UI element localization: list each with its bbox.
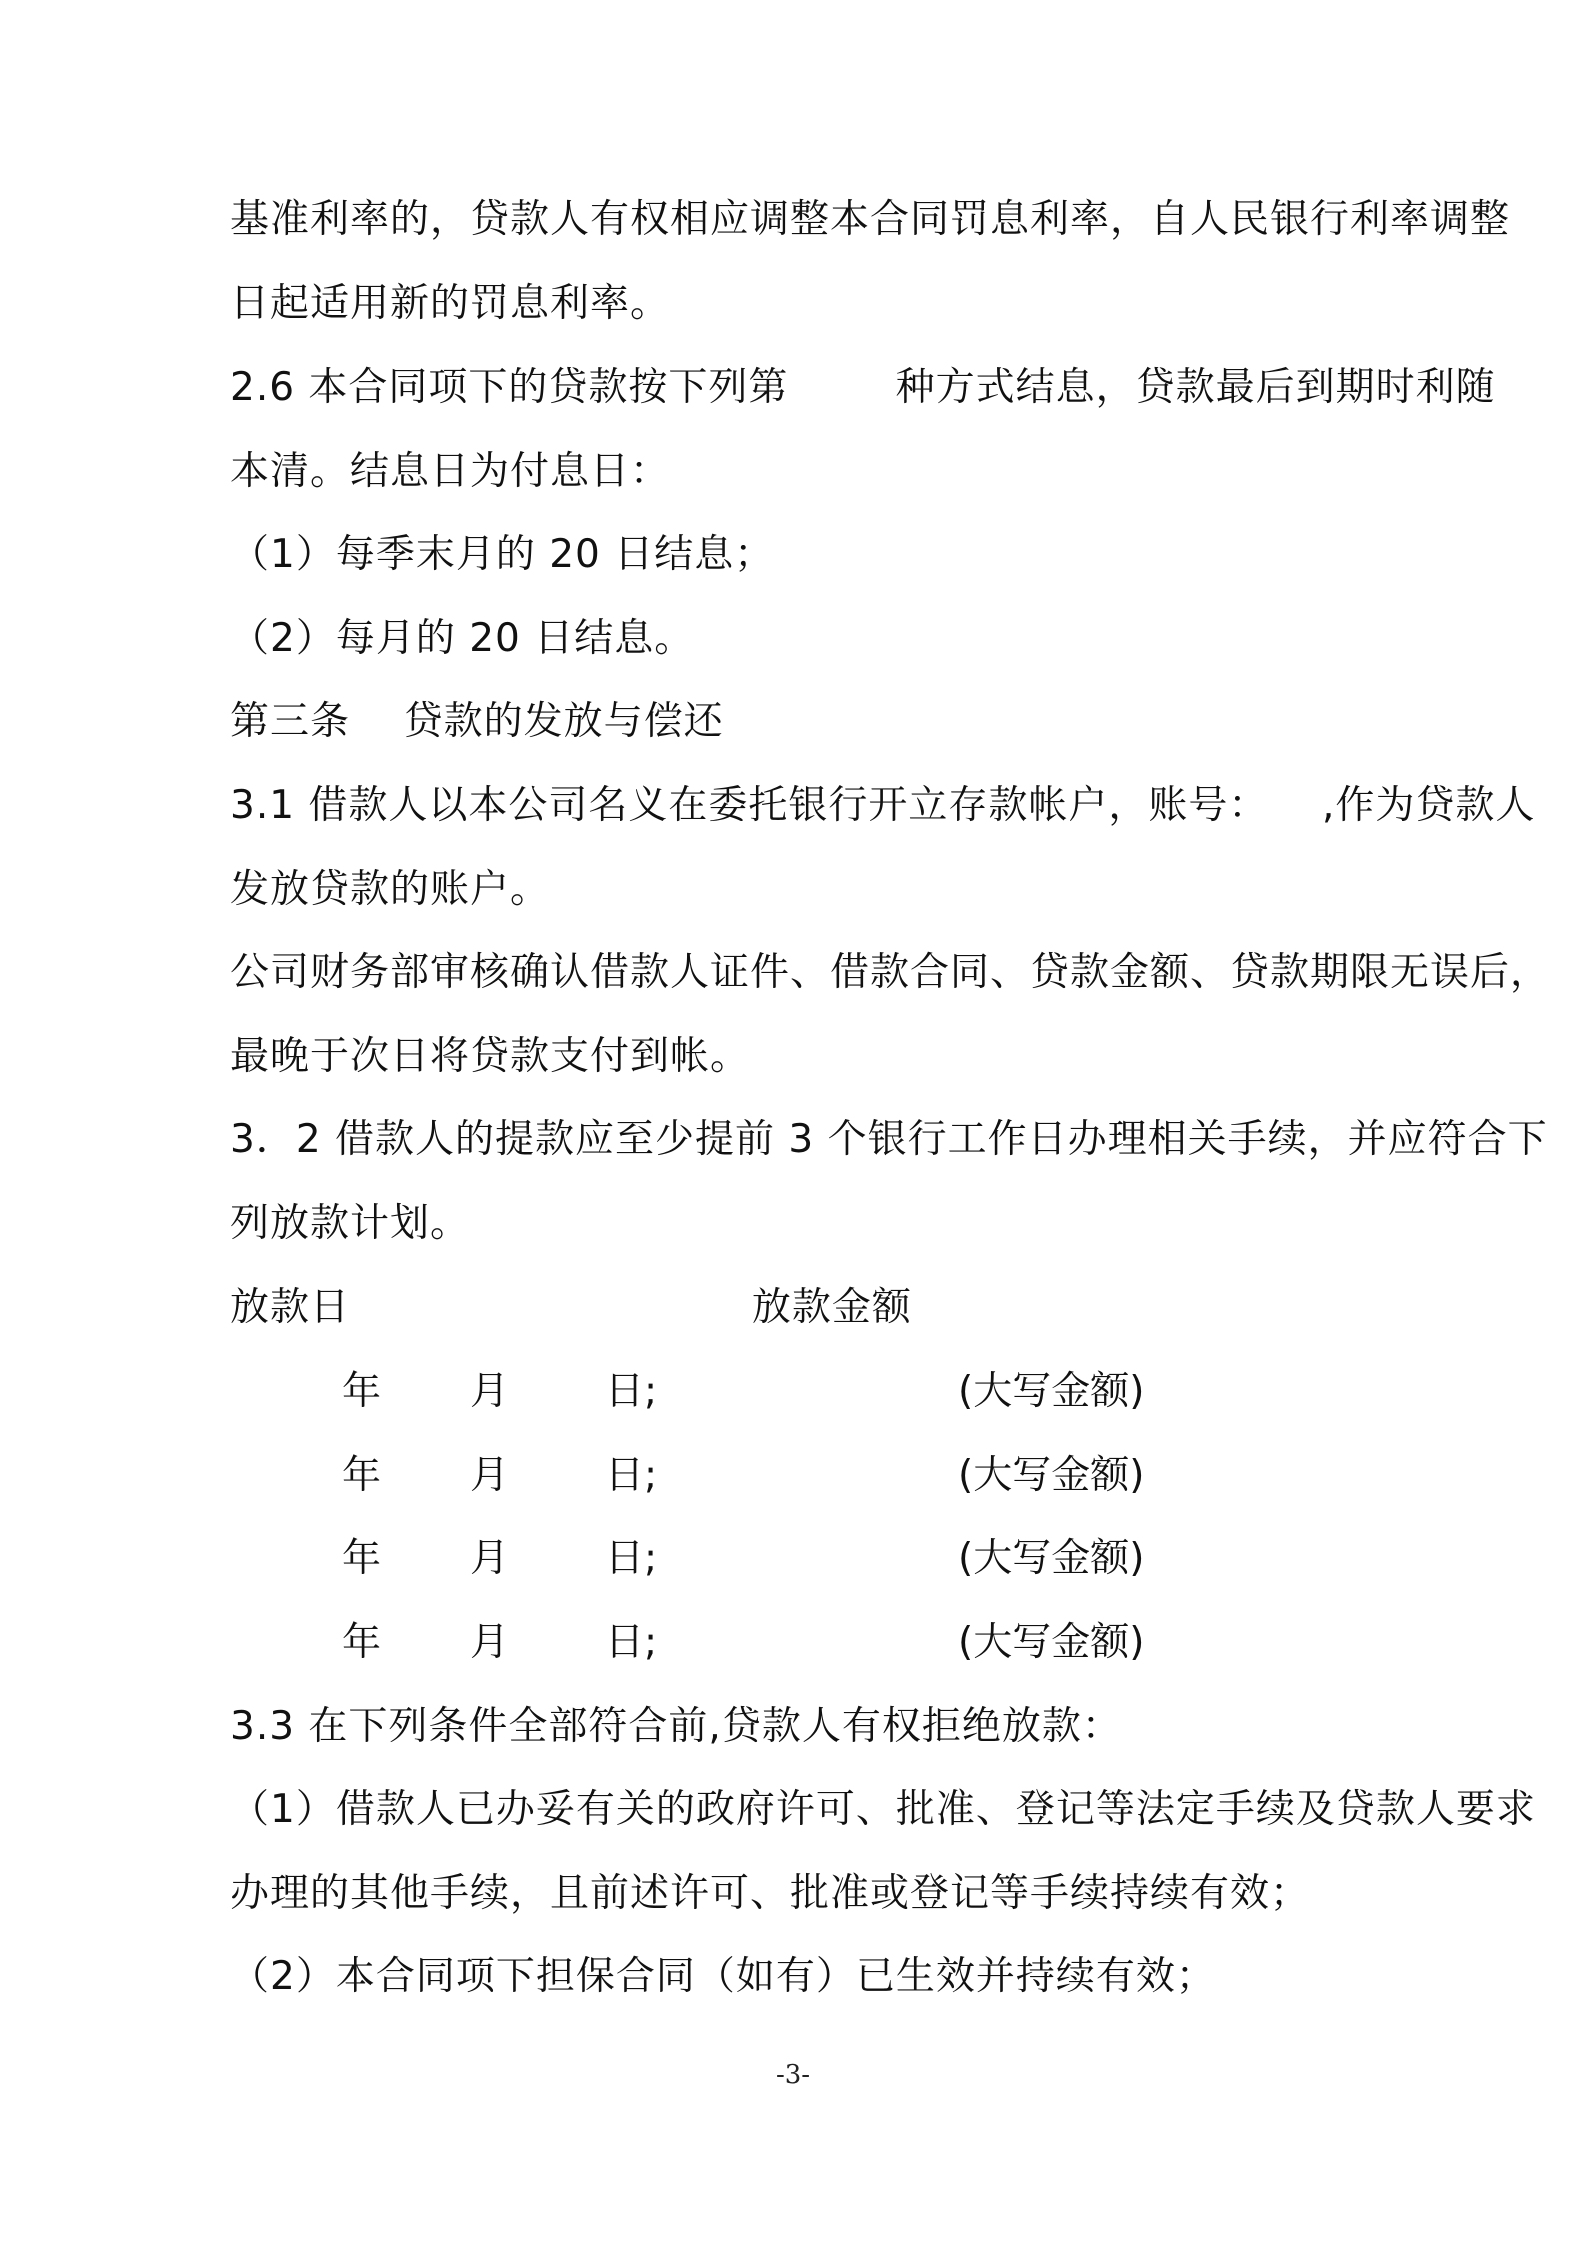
month-label: 月 [470, 1453, 510, 1498]
day-label: 日; [605, 1369, 658, 1414]
year-label: 年 [342, 1620, 382, 1665]
day-label: 日; [605, 1536, 658, 1581]
paragraph-line: 基准利率的，贷款人有权相应调整本合同罚息利率，自人民银行利率调整 [230, 197, 1511, 242]
amount-label: (大写金额) [958, 1369, 1145, 1414]
clause-3-3-line: 3.3 在下列条件全部符合前,贷款人有权拒绝放款： [230, 1704, 1122, 1749]
schedule-header: 放款日 放款金额 [230, 1285, 912, 1330]
day-label: 日; [605, 1620, 658, 1665]
clause-3-1-line: 3.1 借款人以本公司名义在委托银行开立存款帐户，账号： ,作为贷款人 [230, 783, 1536, 828]
amount-label: (大写金额) [958, 1620, 1145, 1665]
year-label: 年 [342, 1536, 382, 1581]
condition-2: （2）本合同项下担保合同（如有）已生效并持续有效； [230, 1954, 1216, 1999]
paragraph-line: 公司财务部审核确认借款人证件、借款合同、贷款金额、贷款期限无误后， [230, 950, 1551, 995]
option-1: （1）每季末月的 20 日结息； [230, 532, 775, 577]
month-label: 月 [470, 1536, 510, 1581]
paragraph-line: 发放贷款的账户。 [230, 867, 551, 912]
schedule-row [230, 1619, 1430, 1667]
amount-label: (大写金额) [958, 1453, 1145, 1498]
paragraph-line: 最晚于次日将贷款支付到帐。 [230, 1034, 751, 1079]
year-label: 年 [342, 1369, 382, 1414]
paragraph-line: 列放款计划。 [230, 1201, 471, 1246]
clause-2-6-line: 2.6 本合同项下的贷款按下列第 种方式结息，贷款最后到期时利随 [230, 365, 1496, 410]
month-label: 月 [470, 1369, 510, 1414]
page-number: -3- [775, 2060, 811, 2090]
month-label: 月 [470, 1620, 510, 1665]
schedule-row [230, 1368, 1430, 1416]
clause-3-2-line: 3．2 借款人的提款应至少提前 3 个银行工作日办理相关手续，并应符合下 [230, 1117, 1548, 1162]
schedule-row [230, 1535, 1430, 1583]
paragraph-line: 办理的其他手续，且前述许可、批准或登记等手续持续有效； [230, 1871, 1311, 1916]
day-label: 日; [605, 1453, 658, 1498]
article-3-heading: 第三条 贷款的发放与偿还 [230, 699, 724, 744]
paragraph-line: 日起适用新的罚息利率。 [230, 281, 671, 326]
year-label: 年 [342, 1453, 382, 1498]
paragraph-line: 本清。结息日为付息日： [230, 449, 671, 494]
amount-label: (大写金额) [958, 1536, 1145, 1581]
option-2: （2）每月的 20 日结息。 [230, 616, 695, 661]
schedule-row [230, 1452, 1430, 1500]
condition-1: （1）借款人已办妥有关的政府许可、批准、登记等法定手续及贷款人要求 [230, 1787, 1536, 1832]
